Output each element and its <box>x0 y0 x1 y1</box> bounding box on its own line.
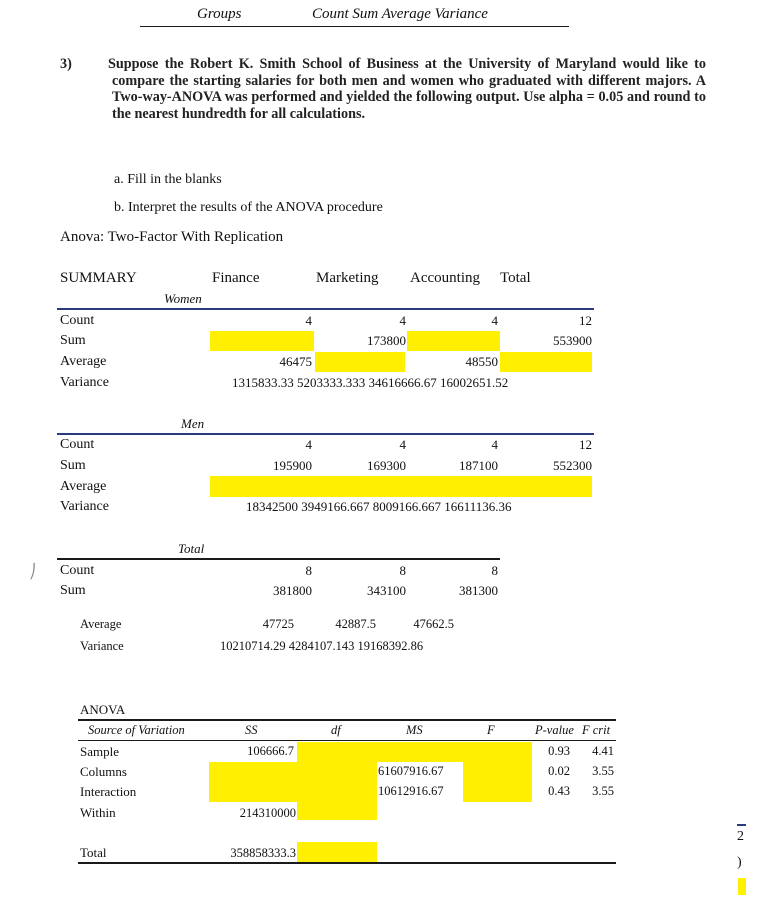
header-groups: Groups <box>197 6 242 22</box>
row-label: Count <box>60 563 95 578</box>
within-ss: 214310000 <box>239 806 296 820</box>
blank-women-sum-accounting[interactable] <box>407 331 500 351</box>
total-count-finance: 8 <box>305 563 312 578</box>
men-sum-marketing: 169300 <box>367 458 406 473</box>
hdr-fcrit: F crit <box>582 723 611 737</box>
total-sum-marketing: 343100 <box>367 583 406 598</box>
row-label: Average <box>60 354 107 369</box>
question-number: 3) <box>60 56 72 72</box>
men-count-marketing: 4 <box>399 437 406 452</box>
anova-top-rule <box>78 719 616 721</box>
anova-header-rule <box>78 740 616 741</box>
col-finance: Finance <box>212 270 260 286</box>
blank-women-sum-finance[interactable] <box>210 331 314 351</box>
row-label: Variance <box>80 639 124 653</box>
row-label: Variance <box>60 375 109 390</box>
men-count-accounting: 4 <box>491 437 498 452</box>
col-total: Total <box>500 270 531 286</box>
blank-df-column[interactable] <box>297 762 377 820</box>
columns-fcrit: 3.55 <box>592 764 614 778</box>
margin-navy-mark <box>737 824 746 826</box>
sample-ss: 106666.7 <box>247 744 294 758</box>
group-men: Men <box>181 416 205 431</box>
total-count-marketing: 8 <box>399 563 406 578</box>
row-label: Sum <box>60 458 86 473</box>
question-paragraph <box>60 56 706 122</box>
total-sum-finance: 381800 <box>273 583 312 598</box>
women-avg-accounting: 48550 <box>465 354 498 369</box>
total-avg-accounting: 47662.5 <box>413 617 454 631</box>
total-avg-marketing: 42887.5 <box>335 617 376 631</box>
hdr-source: Source of Variation <box>88 723 185 737</box>
men-sum-accounting: 187100 <box>459 458 498 473</box>
blank-men-average-row[interactable] <box>210 476 592 497</box>
interaction-pvalue: 0.43 <box>548 784 570 798</box>
anova-bottom-rule <box>78 862 616 864</box>
anova-row-total: Total <box>80 845 107 860</box>
columns-ms: 61607916.67 <box>378 764 444 778</box>
row-label: Sum <box>60 583 86 598</box>
women-count-finance: 4 <box>305 313 312 328</box>
hdr-f: F <box>487 723 495 737</box>
women-variance-line: 1315833.33 5203333.333 34616666.67 16002651.52 <box>232 375 509 390</box>
men-rule <box>57 433 594 435</box>
men-sum-total: 552300 <box>553 458 592 473</box>
women-count-marketing: 4 <box>399 313 406 328</box>
women-sum-total: 553900 <box>553 333 592 348</box>
margin-char-right-2: ) <box>737 855 742 870</box>
blank-interaction-ss[interactable] <box>209 782 297 802</box>
header-rule <box>140 26 569 27</box>
margin-char-left: ⎠ <box>29 565 36 580</box>
margin-yellow-mark <box>738 878 746 895</box>
blank-total-df[interactable] <box>297 842 377 862</box>
margin-char-right-1: 2 <box>737 829 744 844</box>
total-rule <box>57 558 500 560</box>
interaction-ms: 10612916.67 <box>378 784 444 798</box>
row-label: Sum <box>60 333 86 348</box>
anova-title: Anova: Two-Factor With Replication <box>60 229 284 245</box>
anova-row-within: Within <box>80 805 116 820</box>
total-variance-line: 10210714.29 4284107.143 19168392.86 <box>220 639 424 653</box>
blank-columns-ss[interactable] <box>209 762 297 782</box>
col-accounting: Accounting <box>410 270 480 286</box>
blank-women-avg-marketing[interactable] <box>315 352 405 372</box>
men-count-total: 12 <box>579 437 592 452</box>
row-label: Variance <box>60 499 109 514</box>
hdr-ms: MS <box>406 723 423 737</box>
group-total: Total <box>178 541 205 556</box>
anova-row-interaction: Interaction <box>80 784 137 799</box>
total-ss: 358858333.3 <box>230 846 296 860</box>
question-text: Suppose the Robert K. Smith School of Business at the University of Maryland would like to compare the starting salaries for both men and women who graduated with different majors. A Two-way-ANOVA was performed and yielded the following output. Use alpha = 0.05 and round to the nearest hundredth for all calculations. <box>108 56 706 122</box>
women-count-total: 12 <box>579 313 592 328</box>
women-avg-finance: 46475 <box>279 354 312 369</box>
blank-columns-f[interactable] <box>463 762 532 782</box>
summary-label: SUMMARY <box>60 270 137 286</box>
columns-pvalue: 0.02 <box>548 764 570 778</box>
hdr-pvalue: P-value <box>535 723 574 737</box>
blank-sample-ms-f[interactable] <box>377 742 532 762</box>
header-columns: Count Sum Average Variance <box>312 6 488 22</box>
anova-row-columns: Columns <box>80 764 127 779</box>
row-label: Count <box>60 313 95 328</box>
men-variance-line: 18342500 3949166.667 8009166.667 16611136.36 <box>246 499 512 514</box>
blank-women-avg-total[interactable] <box>500 352 592 372</box>
anova-table-title: ANOVA <box>80 702 126 717</box>
total-count-accounting: 8 <box>491 563 498 578</box>
row-label: Count <box>60 437 95 452</box>
part-b: b. Interpret the results of the ANOVA procedure <box>114 200 383 215</box>
row-label: Average <box>80 617 122 631</box>
part-a: a. Fill in the blanks <box>114 172 222 187</box>
men-sum-finance: 195900 <box>273 458 312 473</box>
anova-row-sample: Sample <box>80 744 119 759</box>
blank-interaction-f[interactable] <box>463 782 532 802</box>
sample-fcrit: 4.41 <box>592 744 614 758</box>
row-label: Average <box>60 479 107 494</box>
sample-pvalue: 0.93 <box>548 744 570 758</box>
women-rule <box>57 308 594 310</box>
total-sum-accounting: 381300 <box>459 583 498 598</box>
group-women: Women <box>164 291 202 306</box>
men-count-finance: 4 <box>305 437 312 452</box>
hdr-df: df <box>331 723 341 737</box>
hdr-ss: SS <box>245 723 258 737</box>
women-count-accounting: 4 <box>491 313 498 328</box>
women-sum-marketing: 173800 <box>367 333 406 348</box>
interaction-fcrit: 3.55 <box>592 784 614 798</box>
blank-sample-df[interactable] <box>297 742 377 762</box>
total-avg-finance: 47725 <box>262 617 294 631</box>
col-marketing: Marketing <box>316 270 379 286</box>
